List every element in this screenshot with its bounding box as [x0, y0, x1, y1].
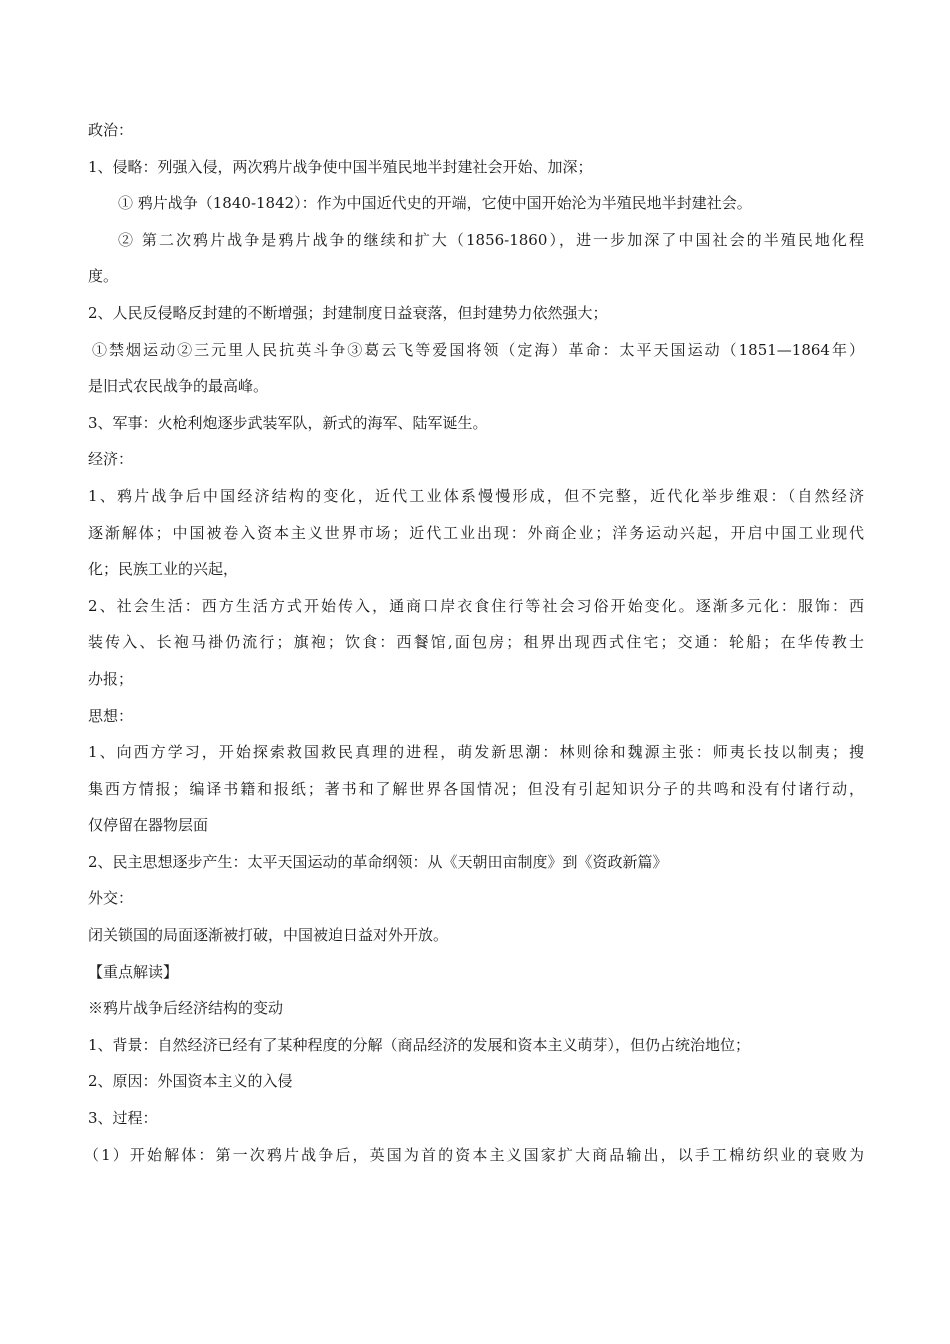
list-item: ② 第二次鸦片战争是鸦片战争的继续和扩大（1856-1860），进一步加深了中国社会的半殖民地化程 — [118, 230, 864, 249]
paragraph-line: 1、背景：自然经济已经有了某种程度的分解（商品经济的发展和资本主义萌芽），但仍占统治地位； — [88, 1035, 751, 1054]
paragraph-line: 度。 — [88, 267, 119, 286]
section-heading-thought: 思想： — [88, 706, 134, 725]
document-body — [84, 112, 864, 1173]
paragraph-line: 办报； — [88, 669, 134, 688]
section-heading-key-points: 【重点解读】 — [88, 962, 179, 981]
paragraph-line: 3、军事：火枪利炮逐步武装军队，新式的海军、陆军诞生。 — [88, 413, 488, 432]
paragraph-line: 1、鸦片战争后中国经济结构的变化，近代工业体系慢慢形成，但不完整，近代化举步维艰：（自然经济 — [88, 486, 864, 505]
paragraph-line: 逐渐解体；中国被卷入资本主义世界市场；近代工业出现：外商企业；洋务运动兴起，开启中国工业现代 — [88, 523, 864, 542]
paragraph-line: 是旧式农民战争的最高峰。 — [88, 377, 269, 396]
paragraph-line: 化；民族工业的兴起， — [88, 560, 239, 579]
paragraph-line: 仅停留在器物层面 — [88, 816, 209, 835]
paragraph-line: 2、民主思想逐步产生：太平天国运动的革命纲领：从《天朝田亩制度》到《资政新篇》 — [88, 852, 668, 871]
paragraph-line: 集西方情报；编译书籍和报纸；著书和了解世界各国情况；但没有引起知识分子的共鸣和没有付诸行动， — [88, 779, 864, 798]
paragraph-line: 3、过程： — [88, 1109, 158, 1128]
paragraph-line: 2、人民反侵略反封建的不断增强；封建制度日益衰落，但封建势力依然强大； — [88, 303, 608, 322]
paragraph-line: 1、侵略：列强入侵，两次鸦片战争使中国半殖民地半封建社会开始、加深； — [88, 157, 593, 176]
subheading: ※鸦片战争后经济结构的变动 — [88, 999, 284, 1018]
section-heading-economy: 经济： — [88, 450, 134, 469]
list-item: ① 鸦片战争（1840-1842）：作为中国近代史的开端，它使中国开始沦为半殖民地半封建社会。 — [118, 194, 752, 213]
section-heading-politics: 政治： — [88, 121, 134, 139]
paragraph-line: 1、向西方学习，开始探索救国救民真理的进程，萌发新思潮：林则徐和魏源主张：师夷长技以制夷；搜 — [88, 743, 864, 762]
paragraph-line: 2、社会生活：西方生活方式开始传入，通商口岸衣食住行等社会习俗开始变化。逐渐多元化：服饰：西 — [88, 596, 864, 615]
paragraph-line: 装传入、长袍马褂仍流行；旗袍；饮食：西餐馆,面包房；租界出现西式住宅；交通：轮船；在华传教士 — [88, 633, 864, 652]
paragraph-line: 2、原因：外国资本主义的入侵 — [88, 1072, 293, 1091]
section-heading-diplomacy: 外交： — [88, 889, 134, 908]
paragraph-line: 闭关锁国的局面逐渐被打破，中国被迫日益对外开放。 — [88, 926, 449, 945]
list-item: ①禁烟运动②三元里人民抗英斗争③葛云飞等爱国将领（定海）革命：太平天国运动（1851—1864年） — [92, 340, 864, 359]
paragraph-line: （1）开始解体：第一次鸦片战争后，英国为首的资本主义国家扩大商品输出，以手工棉纺织业的衰败为 — [84, 1145, 864, 1164]
